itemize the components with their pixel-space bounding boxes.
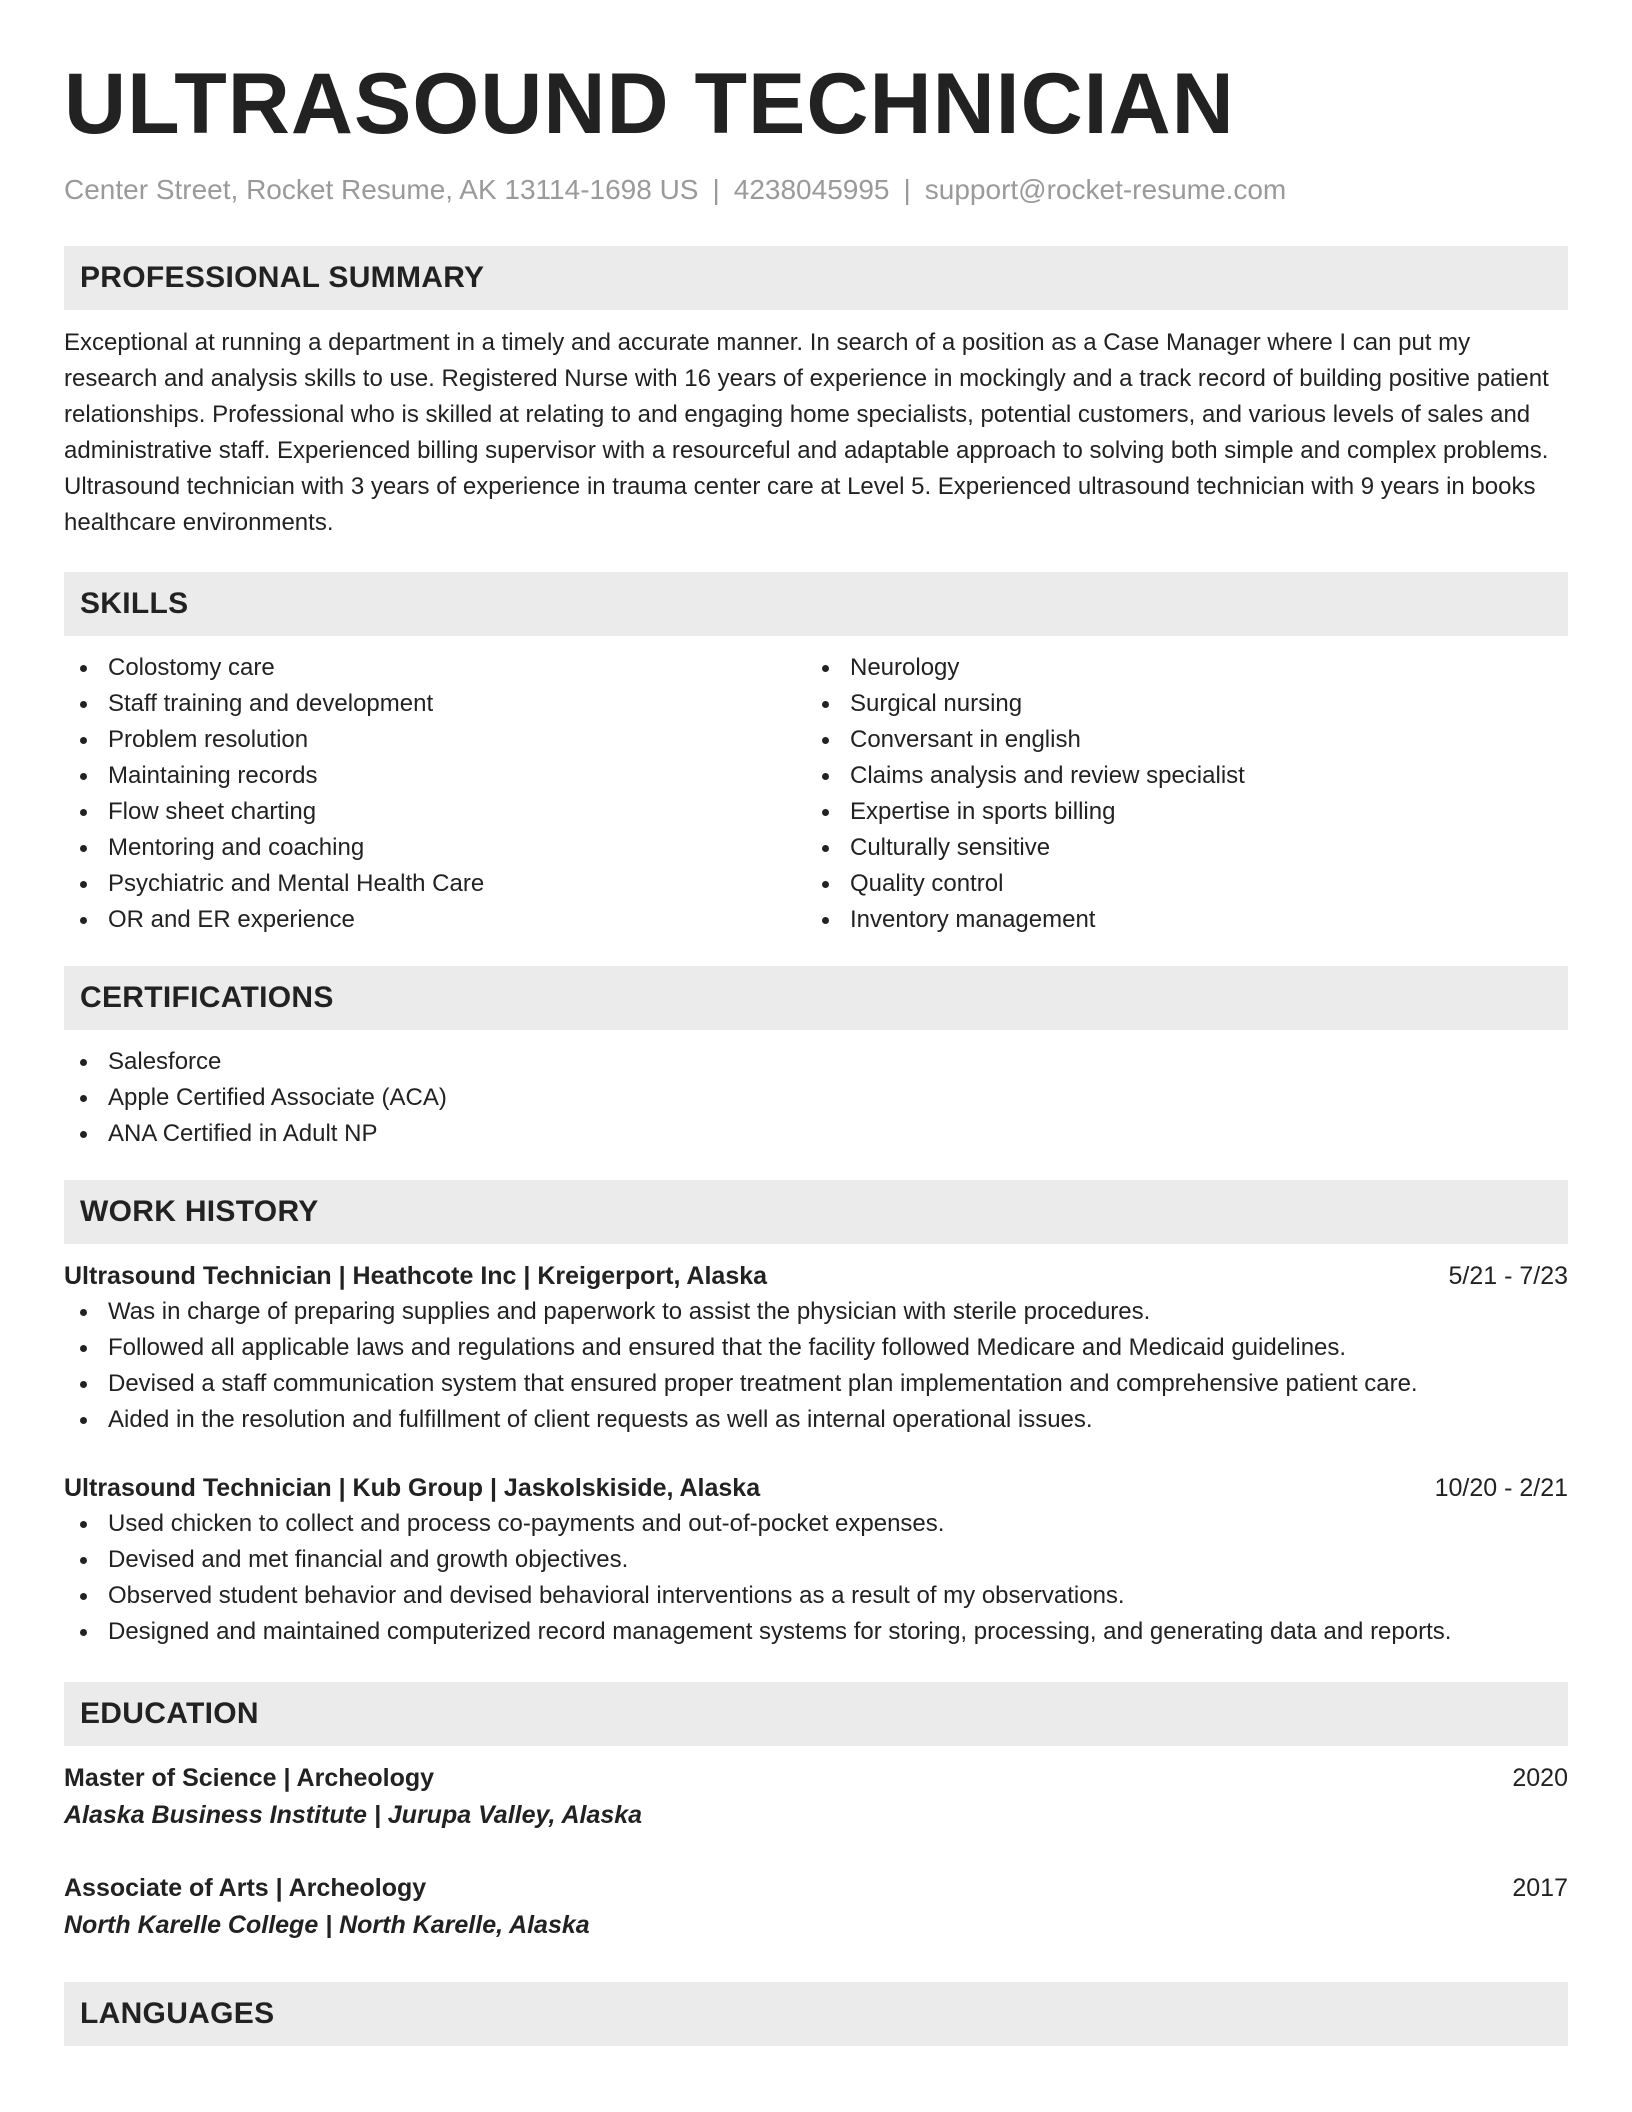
certifications-heading: CERTIFICATIONS <box>64 966 1568 1030</box>
job-bullets <box>64 1294 1568 1438</box>
degree: Master of Science | Archeology <box>64 1764 435 1792</box>
job-header <box>64 1470 1568 1506</box>
school: North Karelle College | North Karelle, Alaska <box>64 1911 590 1939</box>
skill-item: Staff training and development <box>64 686 806 722</box>
skill-item: Mentoring and coaching <box>64 830 806 866</box>
certification-item: Salesforce <box>64 1044 1568 1080</box>
job-bullet: Observed student behavior and devised behavioral interventions as a result of my observations. <box>64 1578 1568 1614</box>
job-bullet: Aided in the resolution and fulfillment of client requests as well as internal operational issues. <box>64 1402 1568 1438</box>
skill-item: Conversant in english <box>806 722 1548 758</box>
job-entry <box>64 1470 1568 1650</box>
contact-separator: | <box>712 174 720 205</box>
skill-item: Culturally sensitive <box>806 830 1548 866</box>
skills-list-left <box>64 650 806 938</box>
education-entry <box>64 1760 1568 1834</box>
resume-title: ULTRASOUND TECHNICIAN <box>64 56 1235 152</box>
education-year: 2020 <box>1512 1764 1568 1792</box>
skills-grid <box>64 650 1568 938</box>
skill-item: Claims analysis and review specialist <box>806 758 1548 794</box>
skill-item: Inventory management <box>806 902 1548 938</box>
job-bullet: Devised and met financial and growth objectives. <box>64 1542 1568 1578</box>
skill-item: Problem resolution <box>64 722 806 758</box>
skills-heading: SKILLS <box>64 572 1568 636</box>
job-bullet: Designed and maintained computerized record management systems for storing, processing, and generating data and reports. <box>64 1614 1568 1650</box>
skill-item: Expertise in sports billing <box>806 794 1548 830</box>
job-entry <box>64 1258 1568 1438</box>
job-title: Ultrasound Technician | Kub Group | Jaskolskiside, Alaska <box>64 1474 761 1502</box>
certification-item: ANA Certified in Adult NP <box>64 1116 1568 1152</box>
skill-item: Surgical nursing <box>806 686 1548 722</box>
contact-phone: 4238045995 <box>733 174 890 205</box>
job-bullet: Used chicken to collect and process co-payments and out-of-pocket expenses. <box>64 1506 1568 1542</box>
job-bullet: Was in charge of preparing supplies and paperwork to assist the physician with sterile procedures. <box>64 1294 1568 1330</box>
education-header <box>64 1760 1568 1796</box>
degree: Associate of Arts | Archeology <box>64 1874 427 1902</box>
certification-item: Apple Certified Associate (ACA) <box>64 1080 1568 1116</box>
skill-item: Psychiatric and Mental Health Care <box>64 866 806 902</box>
job-dates: 10/20 - 2/21 <box>1434 1474 1568 1502</box>
skill-item: Colostomy care <box>64 650 806 686</box>
education-entry <box>64 1870 1568 1944</box>
summary-text: Exceptional at running a department in a timely and accurate manner. In search of a position as a Case Manager where I can put my research and analysis skills to use. Registered Nurse with 16 years of experience in mockingly and a track record of building positive patient relationships. Professional who is skilled at relating to and engaging home specialists, potential customers, and various levels of sales and administrative staff. Experienced billing supervisor with a resourceful and adaptable approach to solving both simple and complex problems. Ultrasound technician with 3 years of experience in trauma center care at Level 5. Experienced ultrasound technician with 9 years in books healthcare environments. <box>64 329 1549 536</box>
skill-item: OR and ER experience <box>64 902 806 938</box>
certifications-list <box>64 1044 1568 1152</box>
education-heading: EDUCATION <box>64 1682 1568 1746</box>
skills-list-right <box>806 650 1548 938</box>
contact-line <box>64 172 1568 208</box>
education-header <box>64 1870 1568 1906</box>
contact-separator: | <box>903 174 911 205</box>
skill-item: Flow sheet charting <box>64 794 806 830</box>
summary-heading: PROFESSIONAL SUMMARY <box>64 246 1568 310</box>
job-bullet: Followed all applicable laws and regulations and ensured that the facility followed Medicare and Medicaid guidelines. <box>64 1330 1568 1366</box>
school: Alaska Business Institute | Jurupa Valley, Alaska <box>64 1801 643 1829</box>
contact-email[interactable]: support@rocket-resume.com <box>924 174 1287 205</box>
skill-item: Neurology <box>806 650 1548 686</box>
education-year: 2017 <box>1512 1874 1568 1902</box>
skill-item: Maintaining records <box>64 758 806 794</box>
job-dates: 5/21 - 7/23 <box>1448 1262 1568 1290</box>
skill-item: Quality control <box>806 866 1548 902</box>
work-history-heading: WORK HISTORY <box>64 1180 1568 1244</box>
job-bullets <box>64 1506 1568 1650</box>
job-header <box>64 1258 1568 1294</box>
job-title: Ultrasound Technician | Heathcote Inc | Kreigerport, Alaska <box>64 1262 768 1290</box>
languages-heading: LANGUAGES <box>64 1982 1568 2046</box>
job-bullet: Devised a staff communication system that ensured proper treatment plan implementation and comprehensive patient care. <box>64 1366 1568 1402</box>
contact-address: Center Street, Rocket Resume, AK 13114-1698 US <box>64 174 699 205</box>
